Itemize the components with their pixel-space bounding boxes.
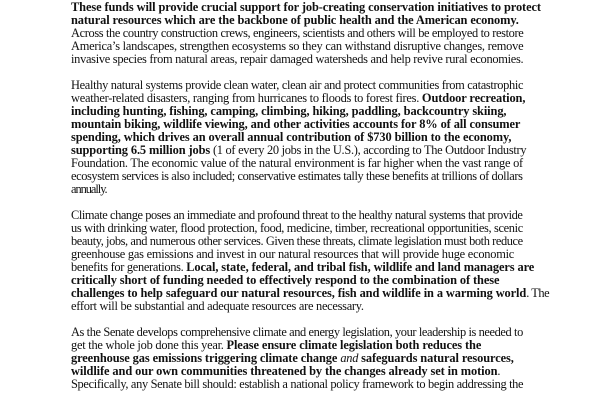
text-run: greenhouse gas emissions and invest in our natural resources that will provide huge economic bbox=[71, 247, 515, 261]
text-run: Specifically, any Senate bill should: establish a national policy framework to begin addressing the bbox=[71, 377, 524, 391]
bold-text-run: critically short of funding needed to effectively respond to the combination of these bbox=[71, 273, 500, 287]
paragraph-funding bbox=[71, 0, 541, 66]
bold-text-run: wildlife and our own communities threatened by the changes already set in motion bbox=[71, 364, 498, 378]
text-line bbox=[71, 53, 531, 66]
text-run: (1 of every 20 jobs in the U.S.), according to The Outdoor Industry bbox=[210, 143, 527, 157]
text-run: us with drinking water, flood protection, food, medicine, timber, recreational opportunities, scenic bbox=[71, 221, 523, 235]
text-run: Foundation. The economic value of the natural environment is far higher when the vast range of bbox=[71, 156, 523, 170]
text-run: ecosystem services is also included; conservative estimates tally these benefits at trillions of dollars bbox=[71, 169, 523, 183]
text-run: effort will be substantial and adequate resources are necessary. bbox=[71, 299, 364, 313]
bold-text-run: challenges to help safeguard our natural resources, fish and wildlife in a warming world bbox=[71, 286, 527, 300]
bold-text-run: greenhouse gas emissions triggering climate change bbox=[71, 351, 341, 365]
paragraph-senate-legislation bbox=[71, 326, 531, 391]
bold-text-run: including hunting, fishing, camping, climbing, hiking, paddling, backcountry skiing, bbox=[71, 104, 507, 118]
text-run: . bbox=[497, 364, 501, 378]
text-run: annually. bbox=[71, 182, 107, 196]
text-line bbox=[71, 378, 531, 391]
text-line bbox=[71, 300, 531, 313]
text-run: America’s landscapes, strengthen ecosystems so they can withstand disruptive changes, remove bbox=[71, 39, 524, 53]
paragraph-natural-systems bbox=[71, 79, 531, 196]
bold-text-run: Please ensure climate legislation both reduces the bbox=[226, 338, 482, 352]
text-line bbox=[71, 183, 531, 196]
bold-text-run: Local, state, federal, and tribal fish, wildlife and land managers are bbox=[186, 260, 535, 274]
bold-text-run: safeguards natural resources, bbox=[358, 351, 514, 365]
text-run: Across the country construction crews, engineers, scientists and others will be employed to restore bbox=[71, 26, 524, 40]
text-run: weather-related disasters, ranging from hurricanes to floods to forest fires. bbox=[71, 91, 422, 105]
text-line bbox=[71, 170, 531, 183]
bold-text-run: mountain biking, wildlife viewing, and other activities accounts for 8% of all consumer bbox=[71, 117, 521, 131]
text-run: Healthy natural systems provide clean water, clean air and protect communities from catastrophic bbox=[71, 78, 524, 92]
text-run: . The bbox=[526, 286, 550, 300]
text-run: As the Senate develops comprehensive climate and energy legislation, your leadership is needed to bbox=[71, 325, 523, 339]
text-run: get the whole job done this year. bbox=[71, 338, 227, 352]
paragraph-climate-change bbox=[71, 208, 550, 313]
text-run: beauty, jobs, and numerous other services. Given these threats, climate legislation must both reduce bbox=[71, 234, 523, 248]
italic-text-run: and bbox=[340, 351, 359, 365]
bold-text-run: These funds will provide crucial support for job-creating conservation initiatives to protect bbox=[71, 0, 541, 14]
text-run: benefits for generations. bbox=[71, 260, 187, 274]
bold-text-run: supporting 6.5 million jobs bbox=[71, 143, 211, 157]
bold-text-run: Outdoor recreation, bbox=[421, 91, 526, 105]
text-run: Climate change poses an immediate and profound threat to the healthy natural systems that provide bbox=[71, 208, 523, 222]
bold-text-run: natural resources which are the backbone of public health and the American economy. bbox=[71, 13, 519, 27]
bold-text-run: spending, which drives an overall annual contribution of $730 billion to the economy, bbox=[71, 130, 512, 144]
text-run: invasive species from natural areas, repair damaged watersheds and help revive rural economies. bbox=[71, 52, 524, 66]
